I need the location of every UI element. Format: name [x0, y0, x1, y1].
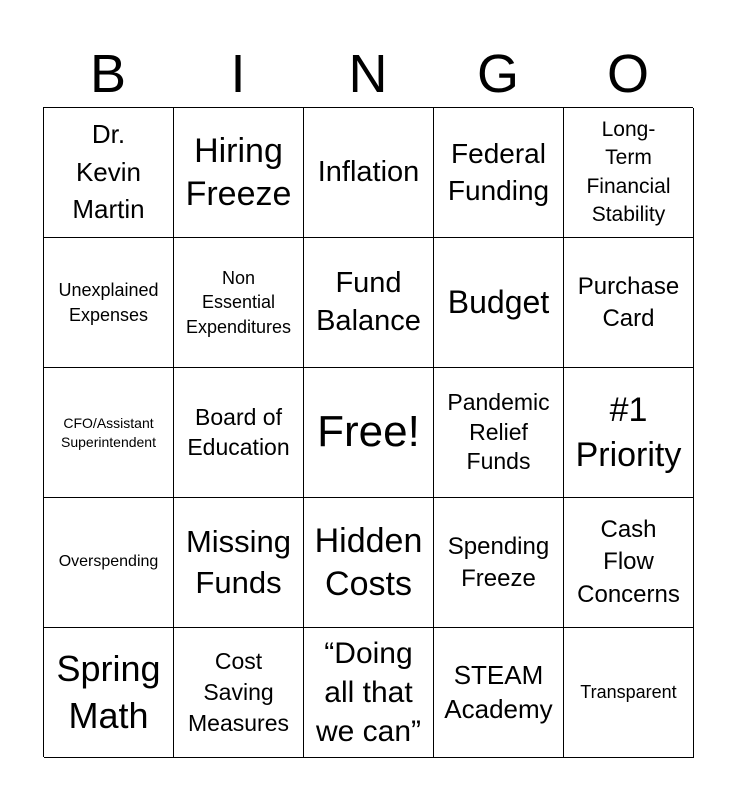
- cell-label: Pandemic Relief Funds: [447, 388, 550, 475]
- bingo-cell[interactable]: [44, 498, 174, 628]
- bingo-header: [43, 40, 693, 108]
- bingo-cell[interactable]: [304, 498, 434, 628]
- bingo-cell[interactable]: [174, 498, 304, 628]
- cell-label: Spring Math: [56, 647, 161, 736]
- cell-label: Transparent: [580, 681, 677, 702]
- cell-label: Board of Education: [187, 403, 290, 460]
- header-letter-g: G: [476, 44, 519, 104]
- cell-label: “Doing all that we can”: [315, 637, 422, 748]
- bingo-cell[interactable]: [44, 368, 174, 498]
- cell-label: Non Essential Expenditures: [185, 268, 292, 337]
- bingo-board: [43, 107, 693, 757]
- bingo-cell[interactable]: [564, 628, 694, 758]
- cell-label: Hidden Costs: [314, 522, 423, 603]
- header-letter-b: B: [89, 44, 127, 104]
- header-letter-o: O: [606, 44, 649, 104]
- cell-label: Cash Flow Concerns: [577, 515, 680, 608]
- bingo-cell[interactable]: [44, 108, 174, 238]
- cell-label: Unexplained Expenses: [58, 280, 159, 325]
- cell-label: Inflation: [317, 156, 420, 189]
- cell-label: STEAM Academy: [444, 659, 553, 724]
- cell-label: Fund Balance: [316, 266, 421, 337]
- bingo-cell[interactable]: [564, 108, 694, 238]
- cell-label: Federal Funding: [447, 138, 550, 206]
- free-space-cell[interactable]: [304, 368, 434, 498]
- bingo-cell[interactable]: [174, 368, 304, 498]
- header-letter-n: N: [348, 44, 388, 104]
- cell-label: Cost Saving Measures: [188, 647, 289, 737]
- header-letter-i: I: [230, 44, 246, 104]
- cell-label: Missing Funds: [185, 524, 292, 600]
- cell-label: Budget: [447, 284, 550, 321]
- bingo-cell[interactable]: [174, 628, 304, 758]
- bingo-cell[interactable]: [44, 238, 174, 368]
- cell-label: #1 Priority: [575, 391, 682, 474]
- bingo-cell[interactable]: [564, 498, 694, 628]
- bingo-cell[interactable]: [434, 498, 564, 628]
- cell-label: Long- Term Financial Stability: [586, 117, 671, 226]
- bingo-cell[interactable]: [434, 238, 564, 368]
- cell-label: Spending Freeze: [447, 533, 550, 592]
- cell-label: Hiring Freeze: [185, 132, 292, 213]
- bingo-cell[interactable]: [174, 238, 304, 368]
- cell-label: CFO/Assistant Superintendent: [61, 414, 156, 450]
- bingo-cell[interactable]: [564, 368, 694, 498]
- bingo-cell[interactable]: [44, 628, 174, 758]
- bingo-cell[interactable]: [304, 628, 434, 758]
- cell-label: Dr. Kevin Martin: [72, 118, 145, 225]
- cell-label: Overspending: [58, 553, 159, 571]
- bingo-cell[interactable]: [174, 108, 304, 238]
- bingo-cell[interactable]: [564, 238, 694, 368]
- bingo-cell[interactable]: [304, 108, 434, 238]
- bingo-cell[interactable]: [304, 238, 434, 368]
- cell-label: Purchase Card: [577, 273, 680, 332]
- bingo-cell[interactable]: [434, 108, 564, 238]
- bingo-cell[interactable]: [434, 368, 564, 498]
- bingo-cell[interactable]: [434, 628, 564, 758]
- free-space-label: Free!: [317, 407, 420, 457]
